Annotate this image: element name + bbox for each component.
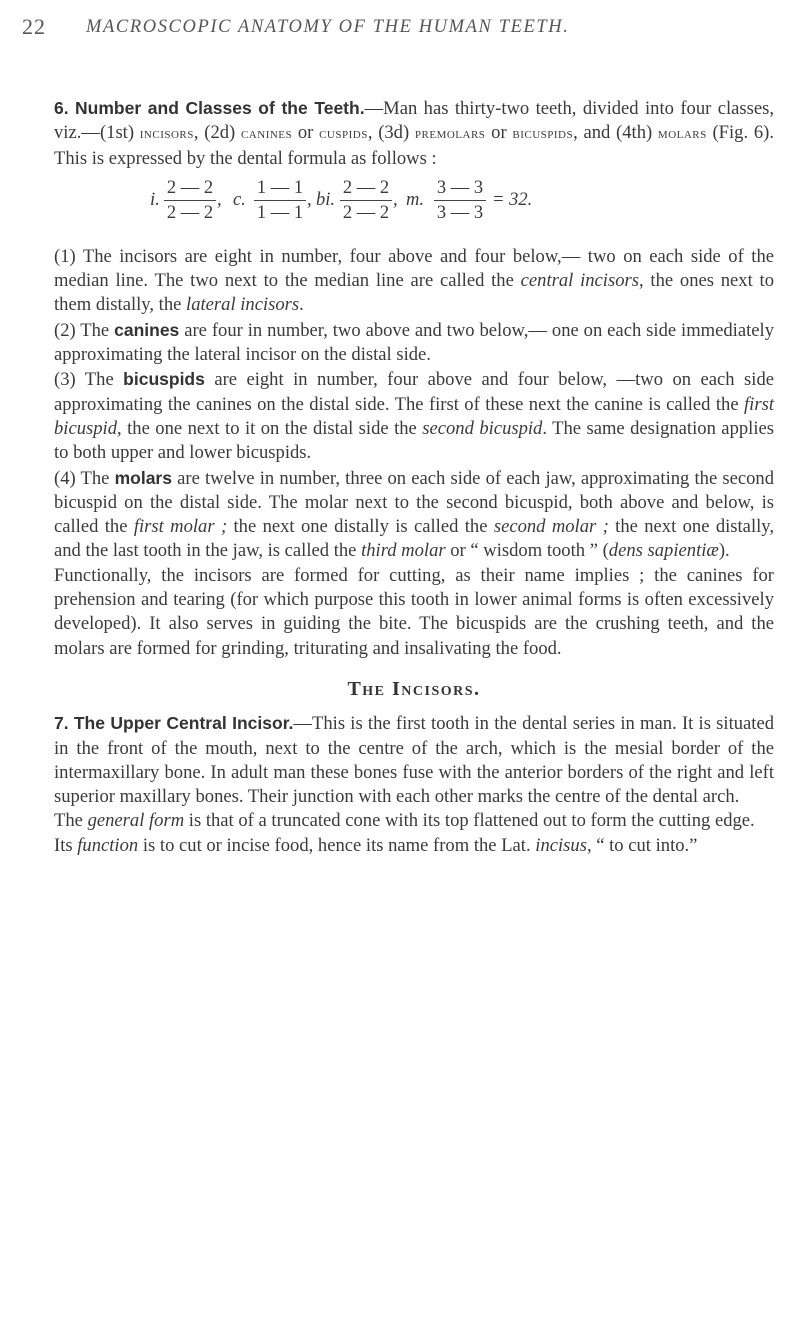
paragraph-text: . The same designation applies to both upper and lower bicuspids. xyxy=(54,417,774,464)
paragraph-text: , “ to cut into.” xyxy=(586,834,698,856)
section-6-number: 6. xyxy=(54,98,69,118)
formula-denominator: 2 — 2 xyxy=(342,202,390,223)
formula-label-canines: c. xyxy=(233,189,246,210)
formula-numerator: 2 — 2 xyxy=(166,177,214,198)
formula-comma: , xyxy=(307,189,312,210)
term-first-bicuspid: first bicuspid xyxy=(54,393,774,439)
term-incisors: incisors xyxy=(139,125,194,143)
term-lateral-incisors: lateral incisors xyxy=(186,294,300,316)
section-6-paragraph xyxy=(54,96,774,171)
section-7-text: —This is the first tooth in the dental series in man. It is situated in the front of the mouth, next to the centre of the arch, which is the mesial border of the intermaxillary bone. In adult man these bones fuse with the anterior borders of the right and left superior maxillary bones. Their junction with each other marks the centre of the dental arch. xyxy=(54,713,774,808)
paragraph-text: , the one next to it on the distal side the xyxy=(117,417,423,439)
section-6-title: Number and Classes of the Teeth. xyxy=(75,98,365,118)
fraction-bar xyxy=(164,200,216,201)
term-central-incisors: central incisors xyxy=(520,270,639,292)
formula-denominator: 3 — 3 xyxy=(436,202,484,223)
fraction-bar xyxy=(340,200,392,201)
paragraph-function-incise xyxy=(54,834,774,858)
paragraph-text: Its xyxy=(54,834,78,856)
section-6-text: , (3d) xyxy=(367,122,415,144)
term-canines-bold: canines xyxy=(114,319,180,340)
term-second-molar: second molar ; xyxy=(493,516,609,538)
section-6-text: or xyxy=(292,122,320,144)
term-incisus: incisus xyxy=(535,834,587,856)
section-7-paragraph xyxy=(54,711,774,809)
term-function: function xyxy=(77,834,139,856)
running-title: MACROSCOPIC ANATOMY OF THE HUMAN TEETH. xyxy=(86,17,570,37)
paragraph-text: The xyxy=(54,810,88,832)
paragraph-text: (2) The xyxy=(54,319,115,341)
formula-label-bicuspids: bi. xyxy=(316,189,336,210)
term-premolars: premolars xyxy=(414,125,486,143)
page-number: 22 xyxy=(22,14,46,39)
term-cuspids: cuspids xyxy=(319,125,368,143)
section-6-text: (Fig. 6). This is expressed by the dental formula as follows : xyxy=(54,122,774,169)
term-dens-sapientiae: dens sapientiæ xyxy=(608,540,719,562)
paragraph-text: is that of a truncated cone with its top flattened out to form the cutting edge. xyxy=(184,810,755,832)
formula-denominator: 2 — 2 xyxy=(166,202,214,223)
dental-formula xyxy=(54,177,774,239)
paragraph-text: , the ones next to them distally, the xyxy=(54,270,775,316)
term-general-form: general form xyxy=(87,810,185,832)
section-6-text: , and (4th) xyxy=(573,122,658,144)
formula-numerator: 3 — 3 xyxy=(436,177,484,198)
formula-fraction-bicuspids xyxy=(340,177,392,224)
paragraph-bicuspids xyxy=(54,367,774,465)
term-molars-bold: molars xyxy=(114,467,172,488)
paragraph-text: (1) The incisors are eight in number, four above and four below,— two on each side of the median line. The two next to the median line are called the xyxy=(54,245,774,292)
section-7-number: 7. xyxy=(54,713,69,734)
fraction-bar xyxy=(254,200,306,201)
section-6-text: or xyxy=(485,122,513,144)
formula-numerator: 2 — 2 xyxy=(342,177,390,198)
paragraph-text: are twelve in number, three on each side of each jaw, approximating the second bicuspid on the distal side. The molar next to the second bicuspid, both above and below, is called the xyxy=(54,467,774,538)
paragraph-text: ). xyxy=(718,540,730,562)
formula-result: = 32. xyxy=(492,189,533,210)
fraction-bar xyxy=(434,200,486,201)
term-canines: canines xyxy=(240,125,293,143)
section-heading: The Incisors. xyxy=(347,677,481,700)
page-header xyxy=(0,14,800,54)
paragraph-text: are eight in number, four above and four below, —two on each side approximating the canines on the distal side. The first of these next the canine is called the xyxy=(54,369,774,415)
term-first-molar: first molar ; xyxy=(133,516,228,538)
page-body xyxy=(54,96,774,858)
section-6-text: —Man has thirty-two teeth, divided into four classes, viz.—(1st) xyxy=(54,98,775,144)
paragraph-text: the next one distally is called the xyxy=(227,516,494,538)
paragraph-text: (4) The xyxy=(54,467,115,489)
paragraph-canines xyxy=(54,318,774,368)
paragraph-molars xyxy=(54,466,774,564)
paragraph-text: is to cut or incise food, hence its name from the Lat. xyxy=(138,834,536,856)
formula-numerator: 1 — 1 xyxy=(256,177,304,198)
formula-fraction-incisors xyxy=(164,177,216,224)
term-bicuspids: bicuspids xyxy=(512,125,574,143)
term-bicuspids-bold: bicuspids xyxy=(123,369,205,390)
section-7-title: The Upper Central Incisor. xyxy=(73,713,294,734)
formula-fraction-molars xyxy=(434,177,486,224)
term-third-molar: third molar xyxy=(361,540,446,562)
paragraph-text: or “ wisdom tooth ” ( xyxy=(445,540,609,562)
formula-label-incisors: i. xyxy=(150,189,160,210)
paragraph-text: are four in number, two above and two below,— one on each side immediately approximating the lateral incisor on the distal side. xyxy=(54,319,774,366)
section-6-text: , (2d) xyxy=(193,122,241,144)
formula-comma: , xyxy=(393,189,398,210)
formula-fraction-canines xyxy=(254,177,306,224)
formula-label-molars: m. xyxy=(406,189,424,210)
term-molars: molars xyxy=(657,125,707,143)
paragraph-text: (3) The xyxy=(54,369,124,391)
paragraph-text: the next one distally, and the last tooth in the jaw, is called the xyxy=(54,516,775,562)
paragraph-incisors xyxy=(54,245,774,318)
term-second-bicuspid: second bicuspid xyxy=(422,417,543,439)
paragraph-general-form xyxy=(54,809,774,833)
formula-comma: , xyxy=(217,189,222,210)
formula-denominator: 1 — 1 xyxy=(256,202,304,223)
paragraph-function: Functionally, the incisors are formed for cutting, as their name implies ; the canines for prehension and tearing (for which purpose this tooth in lower animal forms is often excessively developed). It also serves in guiding the bite. The bicuspids are the crushing teeth, and the molars are formed for grinding, triturating and insalivating the food. xyxy=(54,564,774,659)
paragraph-text: . xyxy=(299,294,304,316)
